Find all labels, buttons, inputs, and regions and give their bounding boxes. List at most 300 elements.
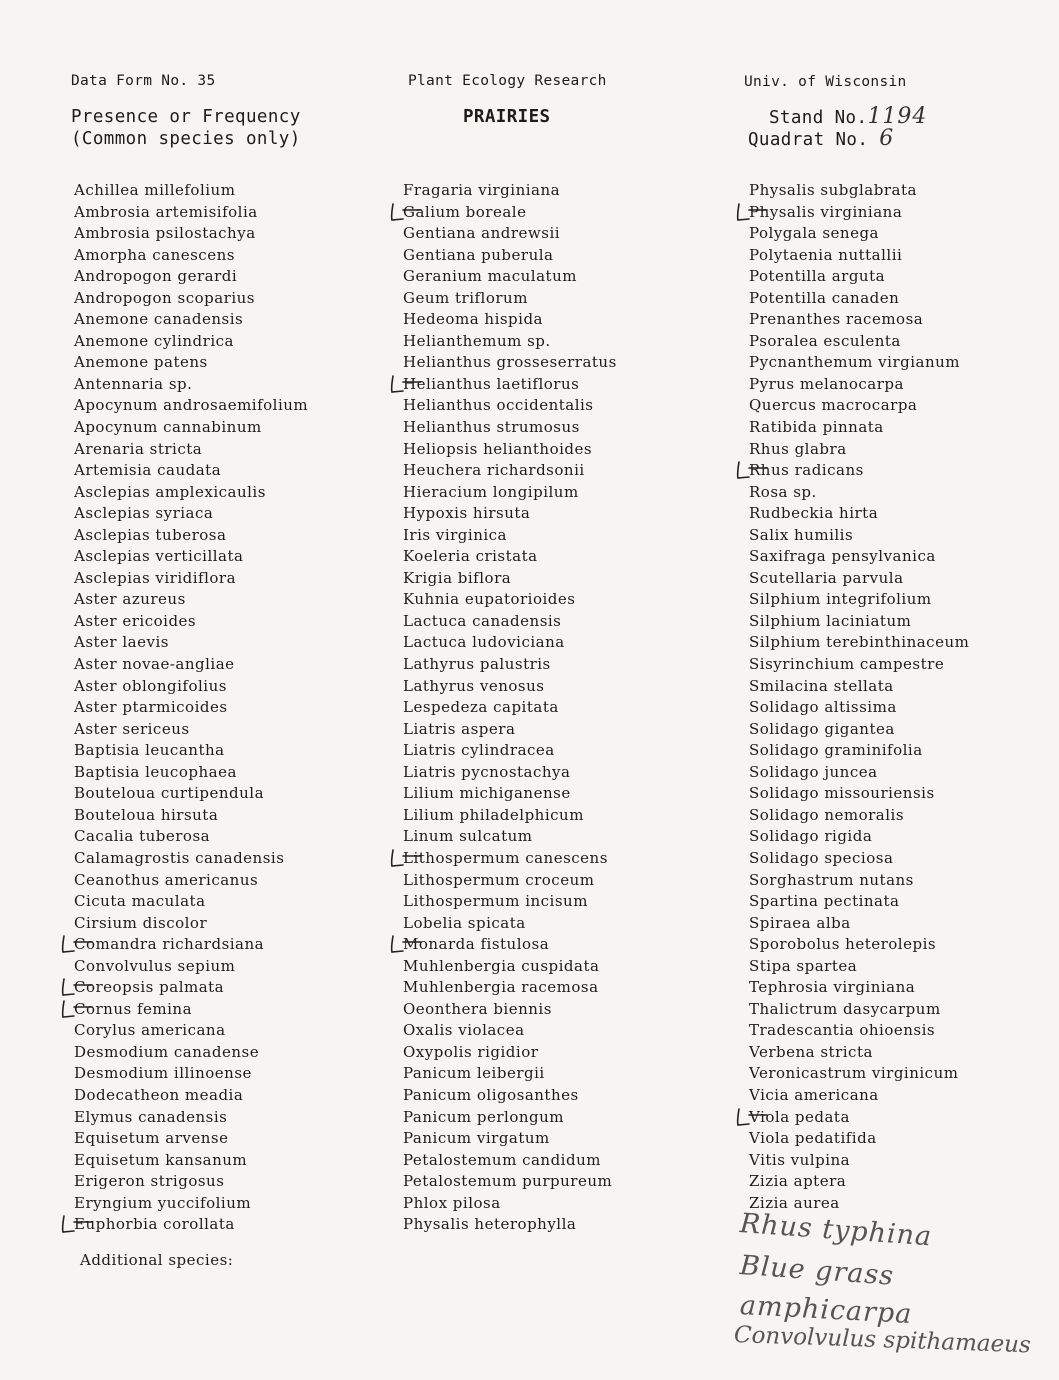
species-item: [749, 180, 969, 202]
species-name: Saxifraga pensylvanica: [749, 547, 936, 566]
species-item: [749, 805, 969, 827]
species-item: [74, 870, 308, 892]
species-name: Physalis virginiana: [749, 202, 903, 221]
species-item: [74, 1063, 308, 1085]
species-name: Silphium laciniatum: [749, 611, 912, 630]
species-name: Koeleria cristata: [403, 547, 538, 566]
species-name: Monarda fistulosa: [403, 935, 550, 954]
species-name: Aster ericoides: [74, 611, 197, 630]
species-name: Pyrus melanocarpa: [749, 374, 904, 393]
species-item: [749, 719, 969, 741]
species-name: Panicum oligosanthes: [403, 1085, 579, 1104]
species-name: Helianthus grosseserratus: [403, 353, 617, 372]
species-item: [74, 309, 308, 331]
species-name: Panicum leibergii: [403, 1064, 545, 1083]
species-name: Solidago gigantea: [749, 719, 895, 738]
species-item: [74, 891, 308, 913]
species-name: Quercus macrocarpa: [749, 396, 918, 415]
species-item: [749, 1020, 969, 1042]
species-item: [74, 611, 308, 633]
handwritten-species-1: Rhus typhina: [738, 1208, 934, 1253]
species-name: Hieracium longipilum: [403, 482, 579, 501]
species-item: [749, 1171, 969, 1193]
species-name: Potentilla arguta: [749, 267, 886, 286]
species-item: [74, 999, 308, 1021]
species-item: [749, 288, 969, 310]
species-name: Rhus radicans: [749, 461, 864, 480]
species-name: Silphium terebinthinaceum: [749, 633, 970, 652]
quadrat-number: [748, 128, 894, 151]
species-item: [749, 762, 969, 784]
species-name: Lathyrus palustris: [403, 655, 551, 674]
species-column-1: [74, 180, 308, 1236]
species-item: [74, 1150, 308, 1172]
species-name: Ceanothus americanus: [74, 870, 259, 889]
species-name: Panicum perlongum: [403, 1107, 564, 1126]
species-item: [74, 783, 308, 805]
species-item: [74, 331, 308, 353]
species-item: [74, 546, 308, 568]
species-item: [74, 956, 308, 978]
species-item: [403, 740, 617, 762]
species-name: Euphorbia corollata: [74, 1215, 235, 1234]
species-name: Desmodium canadense: [74, 1042, 260, 1061]
handwritten-species-2: Blue grass: [738, 1250, 896, 1292]
species-item: [74, 740, 308, 762]
subtitle-line-2: (Common species only): [71, 129, 301, 149]
species-item: [403, 913, 617, 935]
species-name: Artemisia caudata: [74, 461, 222, 480]
species-item: [403, 309, 617, 331]
species-item: [74, 525, 308, 547]
species-name: Aster oblongifolius: [74, 676, 227, 695]
species-name: Lactuca canadensis: [403, 611, 562, 630]
species-name: Solidago altissima: [749, 698, 897, 717]
species-name: Silphium integrifolium: [749, 590, 932, 609]
species-name: Pycnanthemum virgianum: [749, 353, 961, 372]
species-item: [403, 525, 617, 547]
species-item: [403, 288, 617, 310]
species-item: [74, 417, 308, 439]
species-name: Ratibida pinnata: [749, 418, 884, 437]
species-name: Asclepias tuberosa: [74, 525, 227, 544]
species-name: Psoralea esculenta: [749, 331, 901, 350]
species-item: [74, 1128, 308, 1150]
species-item: [74, 934, 308, 956]
species-name: Sisyrinchium campestre: [749, 655, 945, 674]
species-name: Scutellaria parvula: [749, 568, 904, 587]
species-name: Vicia americana: [749, 1085, 879, 1104]
species-item: [749, 503, 969, 525]
species-name: Phlox pilosa: [403, 1193, 501, 1212]
species-column-3: [749, 180, 969, 1214]
species-item: [74, 245, 308, 267]
species-name: Asclepias amplexicaulis: [74, 482, 266, 501]
species-item: [403, 1171, 617, 1193]
species-item: [74, 676, 308, 698]
species-item: [403, 934, 617, 956]
species-item: [74, 977, 308, 999]
stand-value: 1194: [867, 104, 928, 129]
species-name: Elymus canadensis: [74, 1107, 228, 1126]
species-name: Apocynum cannabinum: [74, 418, 262, 437]
stand-number: [769, 106, 927, 129]
species-item: [403, 891, 617, 913]
species-name: Thalictrum dasycarpum: [749, 999, 941, 1018]
species-item: [749, 848, 969, 870]
species-item: [749, 870, 969, 892]
species-name: Lathyrus venosus: [403, 676, 545, 695]
species-column-2: [403, 180, 617, 1236]
species-item: [74, 568, 308, 590]
species-item: [749, 352, 969, 374]
species-name: Aster novae-angliae: [74, 655, 235, 674]
species-name: Iris virginica: [403, 525, 508, 544]
species-item: [74, 288, 308, 310]
species-item: [749, 1063, 969, 1085]
species-item: [74, 395, 308, 417]
species-item: [749, 202, 969, 224]
quadrat-label: Quadrat No.: [748, 130, 869, 150]
species-name: Galium boreale: [403, 202, 527, 221]
species-name: Helianthus laetiflorus: [403, 374, 580, 393]
species-name: Fragaria virginiana: [403, 181, 561, 199]
species-item: [403, 632, 617, 654]
species-item: [74, 1042, 308, 1064]
species-item: [74, 1107, 308, 1129]
species-item: [749, 1042, 969, 1064]
species-name: Petalostemum purpureum: [403, 1172, 613, 1191]
subtitle-line-1: Presence or Frequency: [71, 107, 301, 127]
species-item: [403, 589, 617, 611]
species-item: [749, 1128, 969, 1150]
species-item: [749, 546, 969, 568]
species-item: [74, 374, 308, 396]
species-name: Spartina pectinata: [749, 892, 900, 911]
species-name: Erigeron strigosus: [74, 1172, 225, 1191]
species-item: [749, 395, 969, 417]
species-name: Aster sericeus: [74, 719, 190, 738]
species-name: Lobelia spicata: [403, 913, 526, 932]
species-name: Lithospermum canescens: [403, 848, 608, 867]
species-name: Gentiana puberula: [403, 245, 554, 264]
species-name: Stipa spartea: [749, 956, 858, 975]
species-name: Solidago juncea: [749, 762, 878, 781]
species-name: Muhlenbergia racemosa: [403, 978, 599, 997]
species-name: Cornus femina: [74, 999, 193, 1018]
species-name: Zizia aptera: [749, 1172, 847, 1191]
species-name: Lilium philadelphicum: [403, 805, 584, 824]
species-name: Spiraea alba: [749, 913, 851, 932]
species-item: [403, 783, 617, 805]
page-title: PRAIRIES: [463, 107, 551, 127]
species-item: [403, 956, 617, 978]
species-name: Helianthemum sp.: [403, 331, 551, 350]
species-item: [403, 1107, 617, 1129]
species-name: Corylus americana: [74, 1021, 226, 1040]
species-name: Heuchera richardsonii: [403, 461, 585, 480]
lab-name: Plant Ecology Research: [408, 73, 607, 89]
species-item: [749, 956, 969, 978]
species-name: Petalostemum candidum: [403, 1150, 601, 1169]
species-item: [749, 374, 969, 396]
species-item: [74, 503, 308, 525]
species-item: [749, 309, 969, 331]
species-item: [403, 977, 617, 999]
species-item: [403, 697, 617, 719]
species-name: Liatris aspera: [403, 719, 516, 738]
species-item: [403, 245, 617, 267]
species-item: [749, 977, 969, 999]
species-name: Heliopsis helianthoides: [403, 439, 593, 458]
species-name: Baptisia leucantha: [74, 741, 225, 760]
species-name: Achillea millefolium: [74, 181, 236, 199]
species-name: Hypoxis hirsuta: [403, 504, 531, 523]
species-item: [749, 331, 969, 353]
species-name: Tradescantia ohioensis: [749, 1021, 936, 1040]
species-item: [403, 180, 617, 202]
species-name: Helianthus strumosus: [403, 418, 580, 437]
species-item: [74, 913, 308, 935]
species-item: [74, 697, 308, 719]
species-item: [749, 654, 969, 676]
species-name: Verbena stricta: [749, 1042, 873, 1061]
species-name: Convolvulus sepium: [74, 956, 236, 975]
species-item: [749, 589, 969, 611]
species-item: [74, 180, 308, 202]
species-item: [403, 352, 617, 374]
species-name: Polytaenia nuttallii: [749, 245, 903, 264]
species-item: [74, 848, 308, 870]
species-item: [403, 762, 617, 784]
species-name: Viola pedata: [749, 1107, 850, 1126]
species-item: [403, 266, 617, 288]
species-item: [403, 676, 617, 698]
species-name: Solidago rigida: [749, 827, 873, 846]
species-name: Linum sulcatum: [403, 827, 533, 846]
species-item: [74, 1085, 308, 1107]
species-item: [74, 482, 308, 504]
species-name: Oxypolis rigidior: [403, 1042, 539, 1061]
species-item: [403, 331, 617, 353]
species-item: [74, 762, 308, 784]
species-item: [749, 611, 969, 633]
species-item: [403, 202, 617, 224]
species-item: [74, 460, 308, 482]
species-item: [749, 697, 969, 719]
species-name: Vitis vulpina: [749, 1150, 851, 1169]
species-name: Calamagrostis canadensis: [74, 848, 285, 867]
species-item: [749, 1107, 969, 1129]
species-name: Cirsium discolor: [74, 913, 208, 932]
species-item: [749, 568, 969, 590]
species-name: Geranium maculatum: [403, 267, 577, 286]
species-item: [403, 1193, 617, 1215]
species-name: Lilium michiganense: [403, 784, 571, 803]
species-name: Solidago graminifolia: [749, 741, 923, 760]
species-item: [403, 1150, 617, 1172]
species-name: Sporobolus heterolepis: [749, 935, 937, 954]
species-name: Cacalia tuberosa: [74, 827, 211, 846]
species-item: [403, 395, 617, 417]
species-item: [403, 870, 617, 892]
species-item: [403, 1063, 617, 1085]
species-item: [74, 719, 308, 741]
species-name: Coreopsis palmata: [74, 978, 225, 997]
species-name: Prenanthes racemosa: [749, 310, 924, 329]
species-name: Solidago missouriensis: [749, 784, 935, 803]
species-item: [74, 266, 308, 288]
species-name: Baptisia leucophaea: [74, 762, 237, 781]
species-item: [74, 1193, 308, 1215]
species-item: [74, 654, 308, 676]
species-item: [74, 589, 308, 611]
species-name: Antennaria sp.: [74, 374, 193, 393]
species-item: [749, 245, 969, 267]
species-name: Sorghastrum nutans: [749, 870, 914, 889]
species-name: Polygala senega: [749, 224, 879, 243]
species-name: Lespedeza capitata: [403, 698, 559, 717]
species-name: Panicum virgatum: [403, 1129, 550, 1148]
species-name: Solidago nemoralis: [749, 805, 905, 824]
species-item: [74, 439, 308, 461]
species-name: Andropogon scoparius: [74, 288, 255, 307]
species-name: Asclepias verticillata: [74, 547, 244, 566]
species-name: Asclepias syriaca: [74, 504, 214, 523]
species-item: [749, 1150, 969, 1172]
quadrat-value: 6: [879, 126, 895, 151]
university-name: Univ. of Wisconsin: [744, 74, 907, 90]
species-item: [749, 740, 969, 762]
species-item: [403, 439, 617, 461]
species-name: Ambrosia artemisifolia: [74, 202, 258, 221]
species-name: Aster laevis: [74, 633, 169, 652]
species-name: Anemone cylindrica: [74, 331, 234, 350]
species-name: Physalis subglabrata: [749, 181, 917, 199]
species-item: [403, 223, 617, 245]
species-item: [403, 1128, 617, 1150]
species-item: [749, 266, 969, 288]
species-name: Tephrosia virginiana: [749, 978, 916, 997]
species-name: Lithospermum incisum: [403, 892, 588, 911]
species-name: Veronicastrum virginicum: [749, 1064, 959, 1083]
species-item: [749, 482, 969, 504]
species-name: Gentiana andrewsii: [403, 224, 561, 243]
species-item: [403, 999, 617, 1021]
species-name: Kuhnia eupatorioides: [403, 590, 576, 609]
species-item: [749, 826, 969, 848]
species-name: Physalis heterophylla: [403, 1215, 577, 1234]
species-name: Equisetum kansanum: [74, 1150, 248, 1169]
species-name: Geum triflorum: [403, 288, 528, 307]
species-name: Solidago speciosa: [749, 848, 894, 867]
species-item: [749, 783, 969, 805]
species-item: [403, 568, 617, 590]
species-name: Rosa sp.: [749, 482, 817, 501]
species-name: Rhus glabra: [749, 439, 847, 458]
species-item: [403, 719, 617, 741]
species-item: [749, 632, 969, 654]
species-item: [403, 826, 617, 848]
species-name: Asclepias viridiflora: [74, 568, 237, 587]
handwritten-species-3: amphicarpa: [739, 1290, 914, 1331]
species-item: [403, 1085, 617, 1107]
species-name: Arenaria stricta: [74, 439, 203, 458]
species-name: Oxalis violacea: [403, 1021, 525, 1040]
species-item: [749, 676, 969, 698]
species-name: Lactuca ludoviciana: [403, 633, 565, 652]
handwritten-species-4: Convolvulus spithamaeus: [733, 1322, 1032, 1359]
species-item: [749, 891, 969, 913]
species-item: [74, 1020, 308, 1042]
species-name: Liatris pycnostachya: [403, 762, 571, 781]
species-item: [74, 805, 308, 827]
species-item: [74, 632, 308, 654]
species-name: Salix humilis: [749, 525, 854, 544]
species-name: Comandra richardsiana: [74, 935, 265, 954]
species-item: [749, 913, 969, 935]
species-name: Apocynum androsaemifolium: [74, 396, 309, 415]
species-item: [74, 826, 308, 848]
species-name: Desmodium illinoense: [74, 1064, 252, 1083]
stand-label: Stand No.: [769, 108, 868, 128]
species-item: [403, 1214, 617, 1236]
species-name: Lithospermum croceum: [403, 870, 595, 889]
species-name: Andropogon gerardi: [74, 267, 238, 286]
additional-species-label: Additional species:: [80, 1251, 234, 1269]
species-item: [749, 223, 969, 245]
species-name: Aster azureus: [74, 590, 186, 609]
species-item: [403, 460, 617, 482]
species-name: Krigia biflora: [403, 568, 512, 587]
species-item: [749, 460, 969, 482]
species-name: Potentilla canaden: [749, 288, 900, 307]
species-name: Oeonthera biennis: [403, 999, 552, 1018]
species-item: [749, 439, 969, 461]
species-name: Dodecatheon meadia: [74, 1085, 244, 1104]
species-item: [403, 1020, 617, 1042]
species-item: [74, 223, 308, 245]
species-item: [403, 1042, 617, 1064]
species-item: [749, 999, 969, 1021]
species-item: [74, 1171, 308, 1193]
species-item: [403, 546, 617, 568]
species-name: Ambrosia psilostachya: [74, 224, 256, 243]
species-item: [749, 934, 969, 956]
species-item: [403, 482, 617, 504]
species-item: [403, 611, 617, 633]
species-name: Amorpha canescens: [74, 245, 235, 264]
species-name: Anemone canadensis: [74, 310, 244, 329]
species-item: [74, 1214, 308, 1236]
species-name: Viola pedatifida: [749, 1129, 877, 1148]
species-name: Rudbeckia hirta: [749, 504, 879, 523]
species-item: [74, 352, 308, 374]
species-name: Bouteloua hirsuta: [74, 805, 219, 824]
species-name: Hedeoma hispida: [403, 310, 544, 329]
species-name: Cicuta maculata: [74, 892, 206, 911]
species-name: Liatris cylindracea: [403, 741, 555, 760]
species-name: Smilacina stellata: [749, 676, 894, 695]
species-item: [403, 654, 617, 676]
species-name: Zizia aurea: [749, 1193, 840, 1212]
species-item: [403, 417, 617, 439]
form-number: Data Form No. 35: [71, 73, 216, 89]
species-name: Equisetum arvense: [74, 1129, 229, 1148]
species-name: Eryngium yuccifolium: [74, 1193, 252, 1212]
species-name: Aster ptarmicoides: [74, 698, 228, 717]
species-item: [403, 503, 617, 525]
